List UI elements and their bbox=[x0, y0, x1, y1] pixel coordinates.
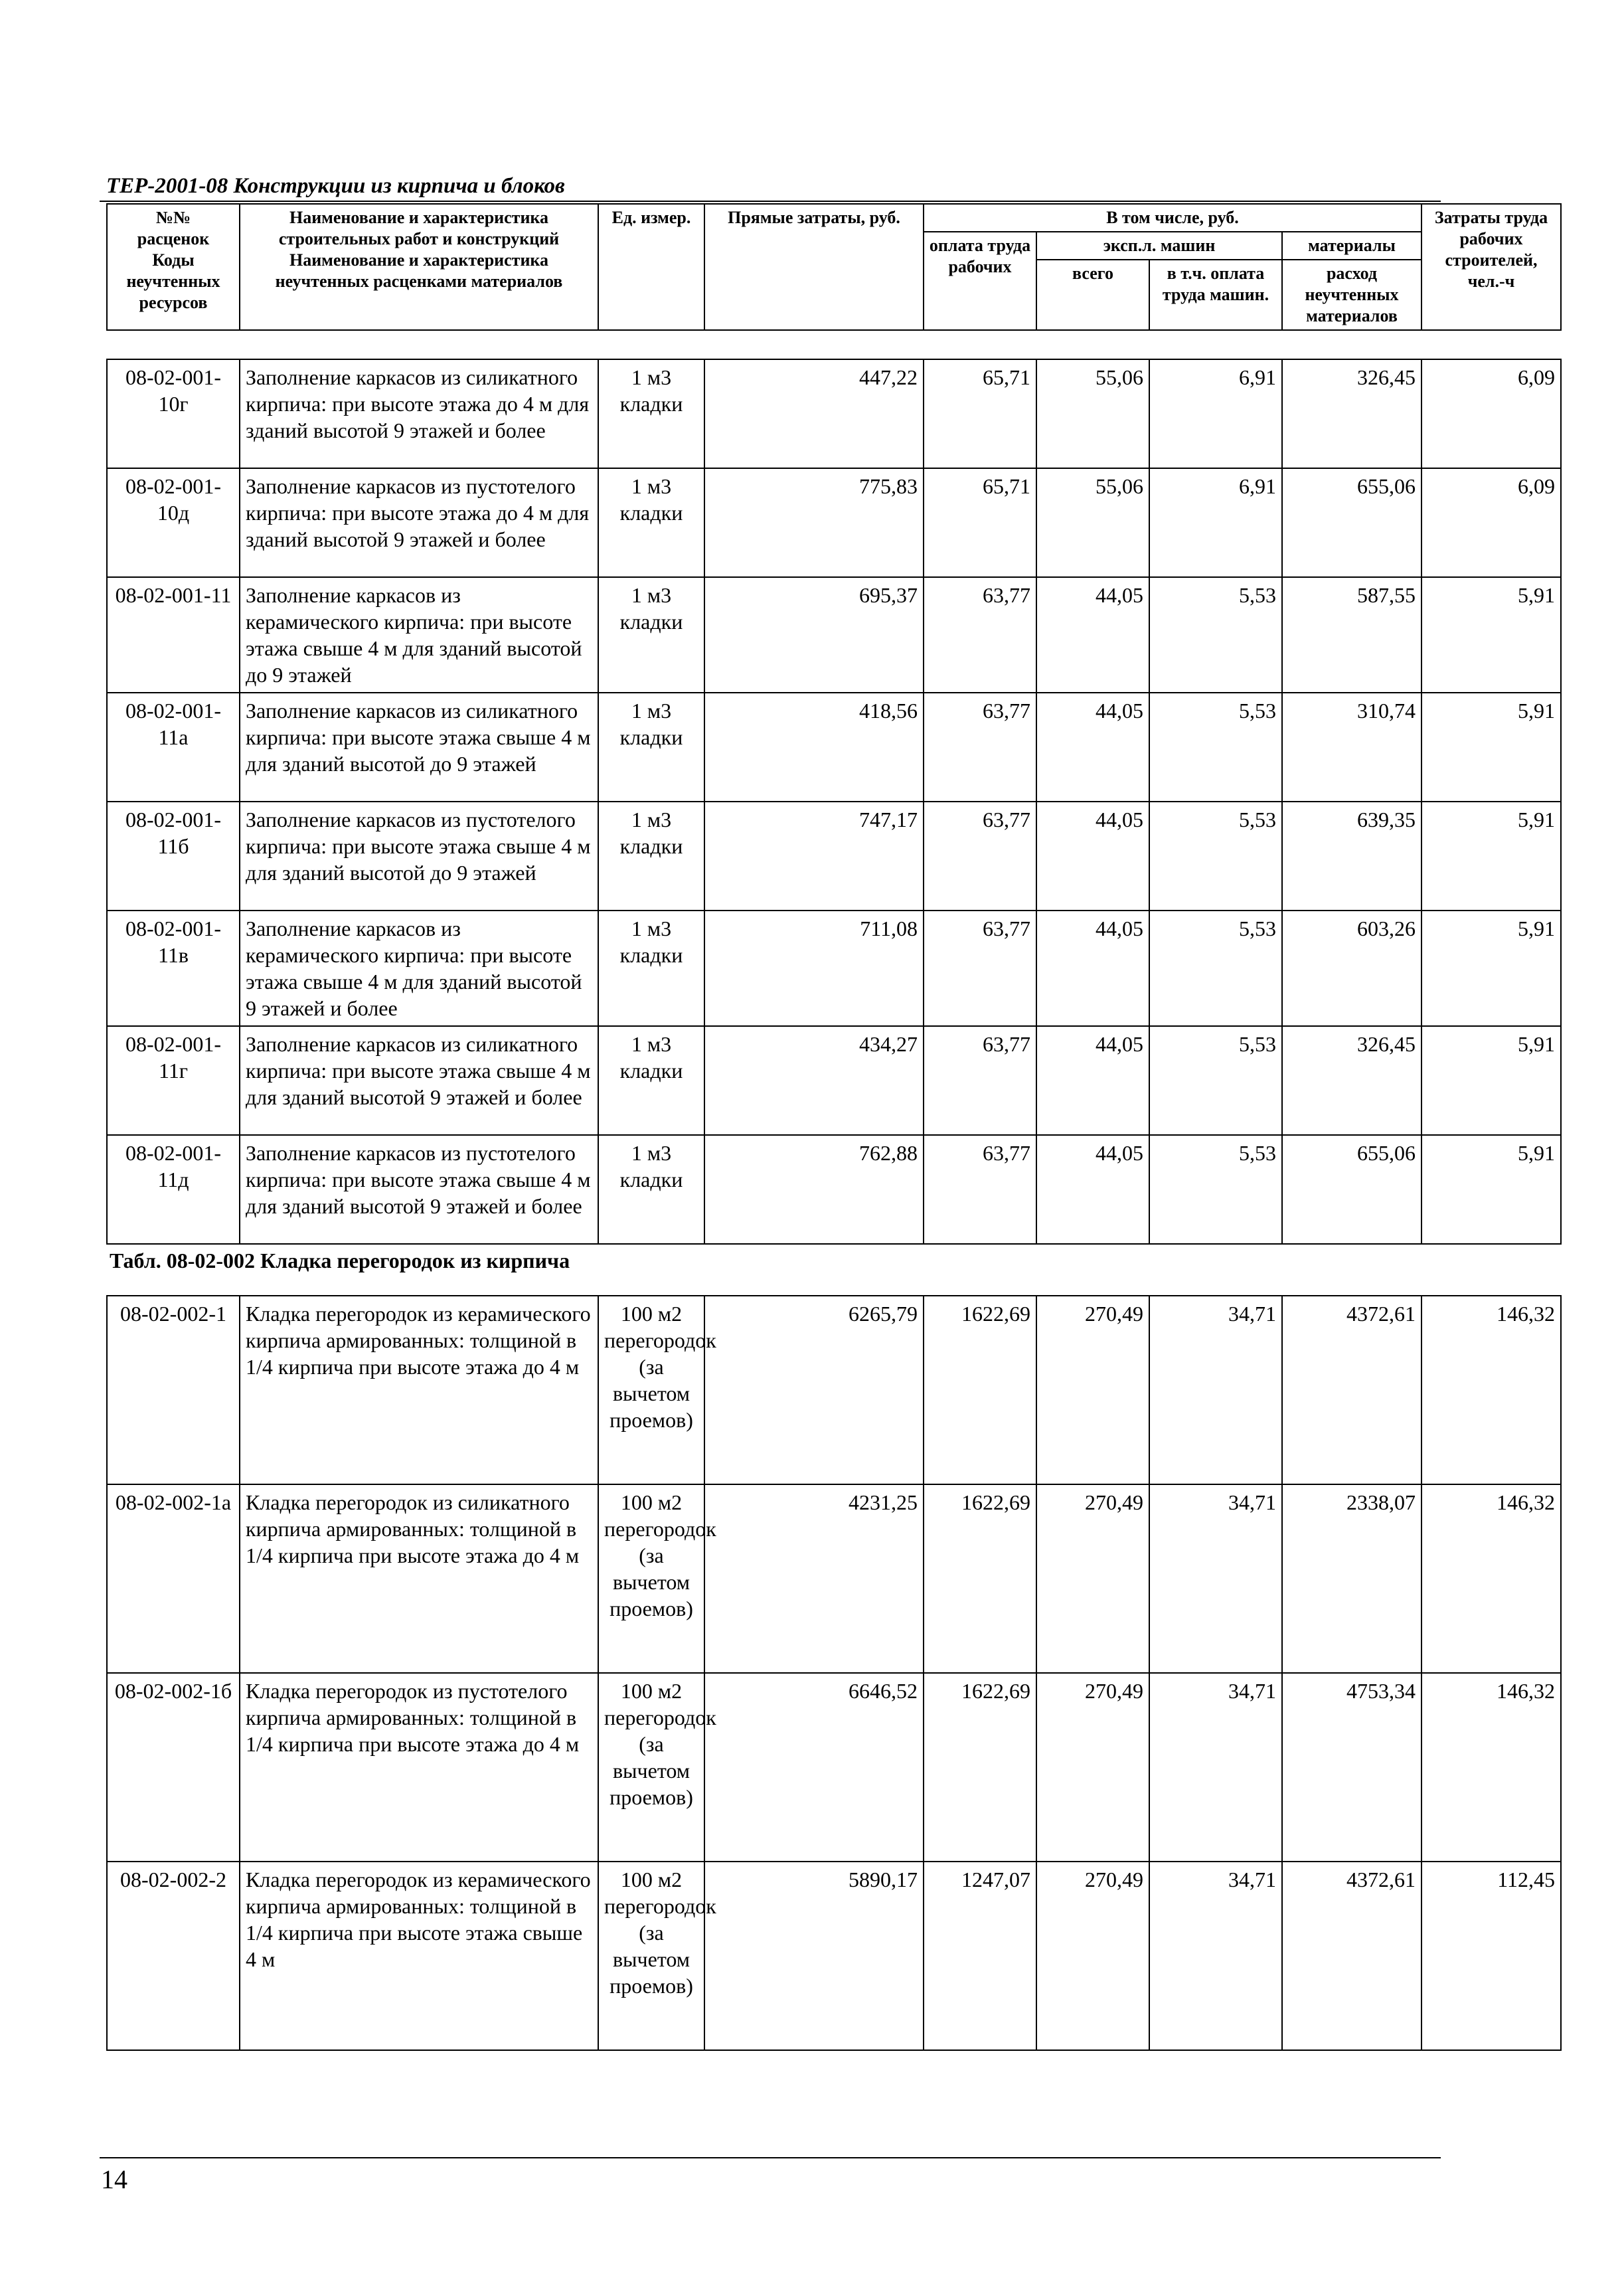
unit-of-measure: 100 м2 перегородок (за вычетом проемов) bbox=[598, 1484, 704, 1673]
worker-pay: 1622,69 bbox=[924, 1484, 1036, 1673]
machine-costs: 44,05 bbox=[1036, 1026, 1149, 1135]
worker-pay: 1622,69 bbox=[924, 1296, 1036, 1484]
work-description: Заполнение каркасов из керамического кирпича: при высоте этажа свыше 4 м для зданий высотой 9 этажей и более bbox=[240, 911, 598, 1026]
unit-of-measure: 1 м3 кладки bbox=[598, 468, 704, 577]
header-code-1: №№ bbox=[155, 208, 191, 227]
header-labor: Затраты труда рабочих строителей, чел.-ч bbox=[1421, 204, 1561, 330]
table-row bbox=[107, 1135, 1561, 1244]
worker-pay: 63,77 bbox=[924, 1135, 1036, 1244]
header-unit: Ед. измер. bbox=[598, 204, 704, 330]
work-description: Кладка перегородок из керамического кирпича армированных: толщиной в 1/4 кирпича при высоте этажа до 4 м bbox=[240, 1296, 598, 1484]
labor-hours: 5,91 bbox=[1421, 577, 1561, 693]
unit-of-measure: 1 м3 кладки bbox=[598, 911, 704, 1026]
rate-code: 08-02-001-11а bbox=[107, 693, 240, 802]
materials-costs: 326,45 bbox=[1282, 1026, 1421, 1135]
unit-of-measure: 1 м3 кладки bbox=[598, 577, 704, 693]
unit-of-measure: 100 м2 перегородок (за вычетом проемов) bbox=[598, 1673, 704, 1862]
rate-code: 08-02-001-11д bbox=[107, 1135, 240, 1244]
worker-pay: 63,77 bbox=[924, 1026, 1036, 1135]
worker-pay: 63,77 bbox=[924, 802, 1036, 911]
materials-costs: 326,45 bbox=[1282, 359, 1421, 468]
machine-costs: 55,06 bbox=[1036, 468, 1149, 577]
machine-costs: 44,05 bbox=[1036, 577, 1149, 693]
unit-of-measure: 100 м2 перегородок (за вычетом проемов) bbox=[598, 1296, 704, 1484]
labor-hours: 6,09 bbox=[1421, 468, 1561, 577]
labor-hours: 5,91 bbox=[1421, 1026, 1561, 1135]
rate-code: 08-02-002-2 bbox=[107, 1862, 240, 2050]
direct-costs: 434,27 bbox=[704, 1026, 924, 1135]
work-description: Заполнение каркасов из пустотелого кирпича: при высоте этажа свыше 4 м для зданий высотой до 9 этажей bbox=[240, 802, 598, 911]
machine-costs: 270,49 bbox=[1036, 1296, 1149, 1484]
direct-costs: 5890,17 bbox=[704, 1862, 924, 2050]
machine-operator-pay: 6,91 bbox=[1149, 468, 1282, 577]
machine-operator-pay: 5,53 bbox=[1149, 1135, 1282, 1244]
labor-hours: 146,32 bbox=[1421, 1673, 1561, 1862]
materials-costs: 603,26 bbox=[1282, 911, 1421, 1026]
work-description: Кладка перегородок из пустотелого кирпича армированных: толщиной в 1/4 кирпича при высоте этажа до 4 м bbox=[240, 1673, 598, 1862]
rate-code: 08-02-002-1а bbox=[107, 1484, 240, 1673]
header-pay: оплата труда рабочих bbox=[924, 232, 1036, 330]
header-materials: материалы bbox=[1282, 232, 1421, 260]
materials-costs: 4753,34 bbox=[1282, 1673, 1421, 1862]
machine-costs: 44,05 bbox=[1036, 693, 1149, 802]
header-code-2: расценок bbox=[137, 229, 210, 248]
materials-costs: 310,74 bbox=[1282, 693, 1421, 802]
work-description: Заполнение каркасов из керамического кирпича: при высоте этажа свыше 4 м для зданий высотой до 9 этажей bbox=[240, 577, 598, 693]
header-machines-total: всего bbox=[1036, 260, 1149, 330]
machine-operator-pay: 5,53 bbox=[1149, 1026, 1282, 1135]
materials-costs: 639,35 bbox=[1282, 802, 1421, 911]
unit-of-measure: 1 м3 кладки bbox=[598, 1135, 704, 1244]
header-code-cell bbox=[107, 204, 240, 330]
header-materials-unaccounted: расход неучтенных материалов bbox=[1282, 260, 1421, 330]
direct-costs: 418,56 bbox=[704, 693, 924, 802]
running-head: ТЕР-2001-08 Конструкции из кирпича и блоков bbox=[106, 174, 565, 198]
direct-costs: 762,88 bbox=[704, 1135, 924, 1244]
header-name-2: Наименование и характеристика неучтенных расценками материалов bbox=[275, 250, 563, 291]
unit-of-measure: 1 м3 кладки bbox=[598, 802, 704, 911]
machine-costs: 44,05 bbox=[1036, 1135, 1149, 1244]
table-row bbox=[107, 802, 1561, 911]
table-row bbox=[107, 359, 1561, 468]
work-description: Заполнение каркасов из пустотелого кирпича: при высоте этажа до 4 м для зданий высотой 9 этажей и более bbox=[240, 468, 598, 577]
machine-costs: 44,05 bbox=[1036, 911, 1149, 1026]
rate-code: 08-02-001-11г bbox=[107, 1026, 240, 1135]
direct-costs: 695,37 bbox=[704, 577, 924, 693]
labor-hours: 5,91 bbox=[1421, 802, 1561, 911]
machine-operator-pay: 34,71 bbox=[1149, 1484, 1282, 1673]
rate-code: 08-02-001-11б bbox=[107, 802, 240, 911]
worker-pay: 63,77 bbox=[924, 693, 1036, 802]
rates-table-1 bbox=[106, 359, 1562, 1245]
machine-operator-pay: 5,53 bbox=[1149, 911, 1282, 1026]
table-row bbox=[107, 1862, 1561, 2050]
header-name-1: Наименование и характеристика строительных работ и конструкций bbox=[278, 208, 560, 248]
worker-pay: 1247,07 bbox=[924, 1862, 1036, 2050]
table-row bbox=[107, 1296, 1561, 1484]
table-row bbox=[107, 577, 1561, 693]
direct-costs: 447,22 bbox=[704, 359, 924, 468]
materials-costs: 655,06 bbox=[1282, 468, 1421, 577]
page-number: 14 bbox=[101, 2164, 127, 2194]
labor-hours: 146,32 bbox=[1421, 1296, 1561, 1484]
worker-pay: 63,77 bbox=[924, 911, 1036, 1026]
machine-operator-pay: 34,71 bbox=[1149, 1673, 1282, 1862]
machine-costs: 270,49 bbox=[1036, 1673, 1149, 1862]
work-description: Кладка перегородок из керамического кирпича армированных: толщиной в 1/4 кирпича при высоте этажа свыше 4 м bbox=[240, 1862, 598, 2050]
machine-costs: 44,05 bbox=[1036, 802, 1149, 911]
materials-costs: 587,55 bbox=[1282, 577, 1421, 693]
rate-code: 08-02-002-1 bbox=[107, 1296, 240, 1484]
work-description: Заполнение каркасов из силикатного кирпича: при высоте этажа свыше 4 м для зданий высотой до 9 этажей bbox=[240, 693, 598, 802]
machine-costs: 55,06 bbox=[1036, 359, 1149, 468]
direct-costs: 711,08 bbox=[704, 911, 924, 1026]
rate-code: 08-02-001-11в bbox=[107, 911, 240, 1026]
work-description: Кладка перегородок из силикатного кирпича армированных: толщиной в 1/4 кирпича при высоте этажа до 4 м bbox=[240, 1484, 598, 1673]
rate-code: 08-02-001-10д bbox=[107, 468, 240, 577]
materials-costs: 655,06 bbox=[1282, 1135, 1421, 1244]
header-rule bbox=[100, 201, 1441, 202]
work-description: Заполнение каркасов из силикатного кирпича: при высоте этажа свыше 4 м для зданий высотой 9 этажей и более bbox=[240, 1026, 598, 1135]
machine-costs: 270,49 bbox=[1036, 1484, 1149, 1673]
unit-of-measure: 1 м3 кладки bbox=[598, 693, 704, 802]
rate-code: 08-02-001-10г bbox=[107, 359, 240, 468]
table-row bbox=[107, 911, 1561, 1026]
materials-costs: 4372,61 bbox=[1282, 1296, 1421, 1484]
labor-hours: 6,09 bbox=[1421, 359, 1561, 468]
machine-operator-pay: 5,53 bbox=[1149, 577, 1282, 693]
worker-pay: 1622,69 bbox=[924, 1673, 1036, 1862]
materials-costs: 2338,07 bbox=[1282, 1484, 1421, 1673]
machine-operator-pay: 5,53 bbox=[1149, 693, 1282, 802]
machine-operator-pay: 34,71 bbox=[1149, 1862, 1282, 2050]
table2-title: Табл. 08-02-002 Кладка перегородок из кирпича bbox=[110, 1249, 570, 1272]
labor-hours: 5,91 bbox=[1421, 911, 1561, 1026]
header-code-3: Коды неучтенных ресурсов bbox=[126, 250, 220, 312]
unit-of-measure: 100 м2 перегородок (за вычетом проемов) bbox=[598, 1862, 704, 2050]
work-description: Заполнение каркасов из пустотелого кирпича: при высоте этажа свыше 4 м для зданий высотой 9 этажей и более bbox=[240, 1135, 598, 1244]
table-row bbox=[107, 1673, 1561, 1862]
unit-of-measure: 1 м3 кладки bbox=[598, 359, 704, 468]
direct-costs: 6265,79 bbox=[704, 1296, 924, 1484]
materials-costs: 4372,61 bbox=[1282, 1862, 1421, 2050]
footer-rule bbox=[100, 2157, 1441, 2158]
machine-operator-pay: 6,91 bbox=[1149, 359, 1282, 468]
direct-costs: 775,83 bbox=[704, 468, 924, 577]
labor-hours: 5,91 bbox=[1421, 1135, 1561, 1244]
work-description: Заполнение каркасов из силикатного кирпича: при высоте этажа до 4 м для зданий высотой 9 этажей и более bbox=[240, 359, 598, 468]
unit-of-measure: 1 м3 кладки bbox=[598, 1026, 704, 1135]
column-header-table bbox=[106, 203, 1562, 331]
machine-operator-pay: 5,53 bbox=[1149, 802, 1282, 911]
rate-code: 08-02-002-1б bbox=[107, 1673, 240, 1862]
direct-costs: 6646,52 bbox=[704, 1673, 924, 1862]
direct-costs: 747,17 bbox=[704, 802, 924, 911]
rate-code: 08-02-001-11 bbox=[107, 577, 240, 693]
table-row bbox=[107, 1484, 1561, 1673]
worker-pay: 65,71 bbox=[924, 468, 1036, 577]
rates-table-2 bbox=[106, 1295, 1562, 2051]
labor-hours: 5,91 bbox=[1421, 693, 1561, 802]
worker-pay: 65,71 bbox=[924, 359, 1036, 468]
header-including: В том числе, руб. bbox=[924, 204, 1421, 232]
table-row bbox=[107, 693, 1561, 802]
machine-costs: 270,49 bbox=[1036, 1862, 1149, 2050]
header-machines-pay: в т.ч. оплата труда машин. bbox=[1149, 260, 1282, 330]
header-machines: эксп.л. машин bbox=[1036, 232, 1282, 260]
worker-pay: 63,77 bbox=[924, 577, 1036, 693]
machine-operator-pay: 34,71 bbox=[1149, 1296, 1282, 1484]
header-direct-costs: Прямые затраты, руб. bbox=[704, 204, 924, 330]
labor-hours: 146,32 bbox=[1421, 1484, 1561, 1673]
table-row bbox=[107, 1026, 1561, 1135]
table-row bbox=[107, 468, 1561, 577]
direct-costs: 4231,25 bbox=[704, 1484, 924, 1673]
labor-hours: 112,45 bbox=[1421, 1862, 1561, 2050]
header-name-cell bbox=[240, 204, 598, 330]
